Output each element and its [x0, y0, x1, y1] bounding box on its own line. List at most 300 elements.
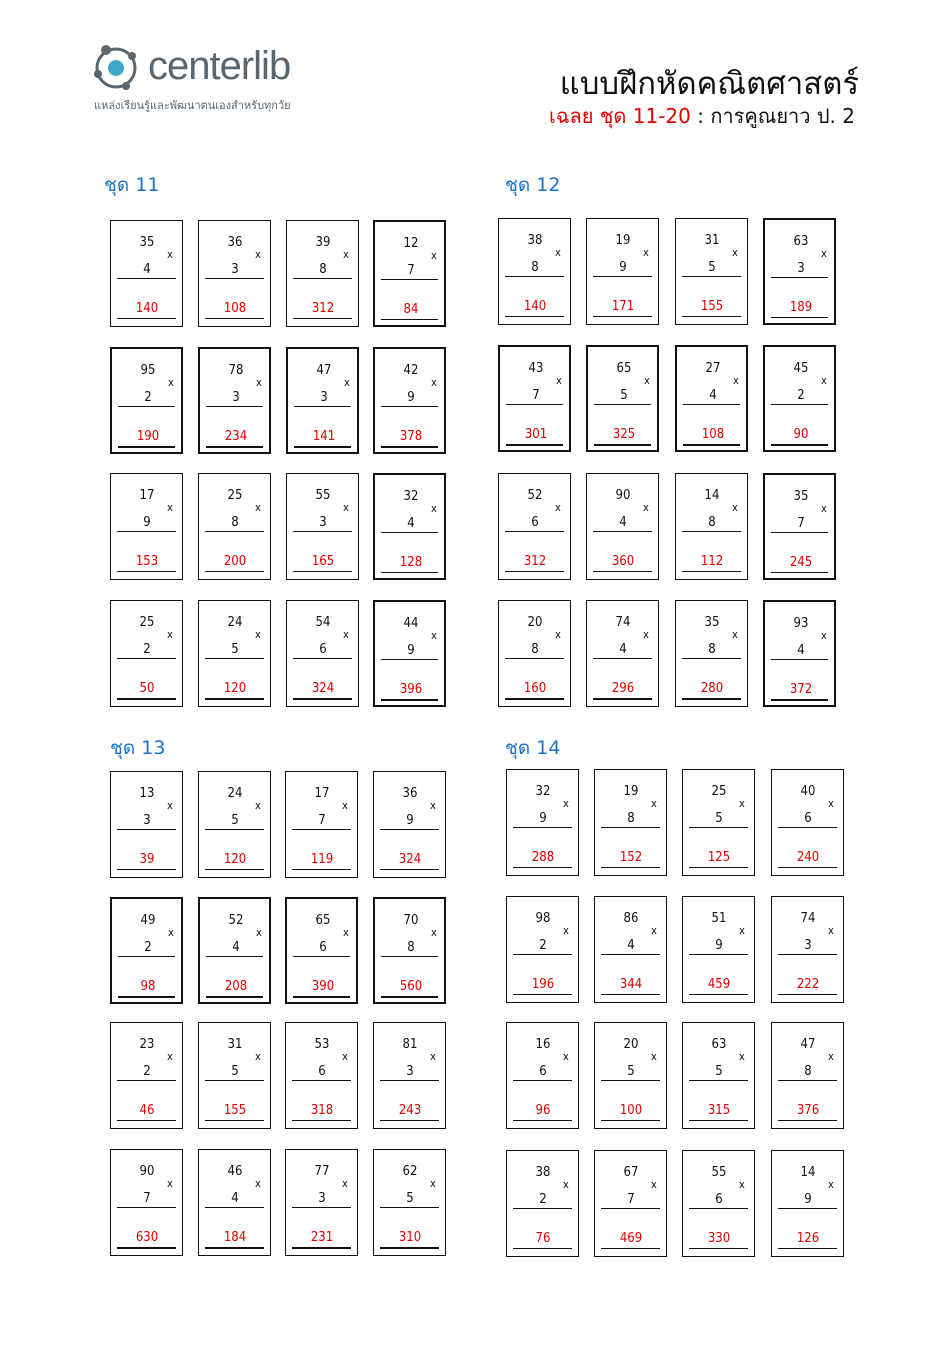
divider-line — [205, 1207, 264, 1208]
answer-underline — [381, 572, 438, 573]
problem-card — [506, 1022, 579, 1129]
answer-underline — [594, 444, 651, 446]
divider-line — [380, 1207, 439, 1208]
multiplicand: 19 — [615, 233, 631, 248]
divider-line — [771, 532, 828, 533]
answer-underline — [381, 699, 438, 701]
answer-underline — [778, 1248, 837, 1249]
divider-line — [381, 956, 438, 957]
problem-card — [286, 600, 359, 707]
multiplicand: 63 — [793, 234, 809, 249]
multiply-sign: x — [255, 1050, 261, 1063]
answer: 120 — [223, 852, 247, 867]
divider-line — [778, 827, 837, 828]
problem-card — [586, 473, 659, 580]
multiplier: 6 — [318, 1064, 326, 1079]
answer: 200 — [223, 554, 247, 569]
answer: 165 — [311, 554, 335, 569]
answer-underline — [293, 571, 352, 572]
multiplicand: 46 — [227, 1164, 243, 1179]
multiplicand: 19 — [623, 784, 639, 799]
multiplicand: 14 — [800, 1165, 816, 1180]
multiplier: 3 — [797, 261, 805, 276]
divider-line — [689, 1080, 748, 1081]
divider-line — [601, 1208, 660, 1209]
divider-line — [682, 276, 741, 277]
problem-card — [506, 896, 579, 1003]
answer: 155 — [223, 1103, 247, 1118]
answer-underline — [118, 446, 175, 448]
multiply-sign: x — [651, 924, 657, 937]
multiplicand: 67 — [623, 1165, 639, 1180]
multiplier: 7 — [318, 813, 326, 828]
multiply-sign: x — [167, 628, 173, 641]
answer-underline — [294, 446, 351, 448]
answer-underline — [513, 1120, 572, 1121]
answer-underline — [771, 444, 828, 446]
multiplicand: 44 — [403, 616, 419, 631]
answer: 560 — [399, 979, 423, 994]
divider-line — [380, 829, 439, 830]
multiplicand: 55 — [711, 1165, 727, 1180]
multiplicand: 52 — [527, 488, 543, 503]
set-label: ชุด 14 — [505, 737, 561, 759]
answer-underline — [513, 867, 572, 868]
multiplier: 9 — [539, 811, 547, 826]
problem-card — [110, 771, 183, 878]
multiplicand: 39 — [315, 235, 331, 250]
multiplier: 5 — [406, 1191, 414, 1206]
answer-underline — [380, 869, 439, 870]
multiplier: 8 — [407, 940, 415, 955]
problem-card — [498, 345, 571, 452]
answer: 234 — [224, 429, 248, 444]
divider-line — [381, 659, 438, 660]
multiply-sign: x — [643, 246, 649, 259]
logo-mark-icon — [92, 40, 148, 96]
divider-line — [292, 1080, 351, 1081]
divider-line — [505, 531, 564, 532]
multiplicand: 31 — [227, 1037, 243, 1052]
multiply-sign: x — [344, 376, 350, 389]
answer: 315 — [707, 1103, 731, 1118]
divider-line — [771, 277, 828, 278]
problem-card — [594, 769, 667, 876]
problem-card — [763, 473, 836, 580]
answer-underline — [117, 571, 176, 572]
answer-underline — [117, 1247, 176, 1249]
multiply-sign: x — [651, 1178, 657, 1191]
divider-line — [513, 827, 572, 828]
answer-underline — [778, 994, 837, 995]
multiplicand: 25 — [139, 615, 155, 630]
answer: 98 — [140, 979, 156, 994]
problem-card — [682, 769, 755, 876]
divider-line — [205, 658, 264, 659]
multiplicand: 32 — [403, 489, 419, 504]
multiplier: 2 — [143, 642, 151, 657]
multiplicand: 35 — [704, 615, 720, 630]
problem-card — [675, 345, 748, 452]
multiplier: 5 — [715, 811, 723, 826]
answer-underline — [513, 994, 572, 995]
multiply-sign: x — [255, 628, 261, 641]
multiply-sign: x — [342, 1177, 348, 1190]
multiplicand: 78 — [228, 363, 244, 378]
answer-underline — [205, 1120, 264, 1121]
multiplier: 4 — [619, 642, 627, 657]
answer-underline — [292, 1247, 351, 1249]
answer-underline — [205, 571, 264, 572]
answer: 280 — [700, 681, 724, 696]
multiplicand: 35 — [793, 489, 809, 504]
multiplicand: 77 — [314, 1164, 330, 1179]
divider-line — [381, 532, 438, 533]
multiplier: 4 — [231, 1191, 239, 1206]
answer-underline — [205, 698, 264, 700]
multiplier: 9 — [619, 260, 627, 275]
multiplicand: 93 — [793, 616, 809, 631]
answer: 119 — [310, 852, 334, 867]
answer: 312 — [311, 301, 335, 316]
multiplicand: 90 — [615, 488, 631, 503]
divider-line — [292, 1207, 351, 1208]
answer-underline — [601, 1248, 660, 1249]
multiplicand: 49 — [140, 913, 156, 928]
problem-card — [373, 897, 446, 1004]
answer-underline — [689, 867, 748, 868]
answer: 171 — [611, 299, 635, 314]
problem-card — [198, 1022, 271, 1129]
multiply-sign: x — [739, 1050, 745, 1063]
answer: 108 — [701, 427, 725, 442]
divider-line — [682, 658, 741, 659]
logo-tagline: แหล่งเรียนรู้และพัฒนาตนเองสำหรับทุกวัย — [94, 99, 291, 112]
multiplicand: 90 — [139, 1164, 155, 1179]
multiply-sign: x — [563, 1178, 569, 1191]
problem-card — [198, 1149, 271, 1256]
multiply-sign: x — [644, 374, 650, 387]
answer: 153 — [135, 554, 159, 569]
divider-line — [513, 1080, 572, 1081]
multiplier: 3 — [406, 1064, 414, 1079]
divider-line — [683, 404, 740, 405]
problem-card — [675, 473, 748, 580]
multiplicand: 13 — [139, 786, 155, 801]
multiply-sign: x — [555, 628, 561, 641]
multiply-sign: x — [255, 799, 261, 812]
multiplicand: 24 — [227, 615, 243, 630]
divider-line — [205, 1080, 264, 1081]
divider-line — [778, 954, 837, 955]
multiply-sign: x — [821, 629, 827, 642]
answer: 189 — [789, 300, 813, 315]
multiplier: 5 — [231, 642, 239, 657]
multiplicand: 38 — [527, 233, 543, 248]
multiplicand: 40 — [800, 784, 816, 799]
multiplicand: 25 — [227, 488, 243, 503]
answer: 312 — [523, 554, 547, 569]
multiplicand: 38 — [535, 1165, 551, 1180]
multiplier: 5 — [231, 1064, 239, 1079]
answer-underline — [206, 446, 263, 448]
multiplier: 2 — [143, 1064, 151, 1079]
multiply-sign: x — [167, 248, 173, 261]
answer-underline — [380, 1120, 439, 1121]
multiply-sign: x — [431, 376, 437, 389]
problem-card — [198, 220, 271, 327]
answer-underline — [778, 1120, 837, 1121]
multiplicand: 47 — [800, 1037, 816, 1052]
multiply-sign: x — [643, 628, 649, 641]
page-subtitle — [549, 100, 855, 132]
multiply-sign: x — [167, 501, 173, 514]
multiplier: 4 — [709, 388, 717, 403]
problem-card — [373, 1022, 446, 1129]
answer: 125 — [707, 850, 731, 865]
multiplicand: 23 — [139, 1037, 155, 1052]
answer-underline — [381, 319, 438, 320]
problem-card — [586, 218, 659, 325]
answer: 378 — [399, 429, 423, 444]
multiplier: 8 — [531, 642, 539, 657]
multiplier: 8 — [319, 262, 327, 277]
answer-underline — [513, 1248, 572, 1249]
answer: 152 — [619, 850, 643, 865]
answer: 100 — [619, 1103, 643, 1118]
multiplier: 7 — [143, 1191, 151, 1206]
divider-line — [506, 404, 563, 405]
multiply-sign: x — [430, 799, 436, 812]
answer-underline — [593, 698, 652, 700]
multiplicand: 98 — [535, 911, 551, 926]
multiplicand: 74 — [615, 615, 631, 630]
multiply-sign: x — [563, 1050, 569, 1063]
answer-underline — [506, 444, 563, 446]
divider-line — [381, 279, 438, 280]
multiply-sign: x — [431, 926, 437, 939]
answer: 288 — [531, 850, 555, 865]
multiplier: 2 — [144, 940, 152, 955]
answer: 46 — [139, 1103, 155, 1118]
problem-card — [286, 347, 359, 454]
problem-card — [594, 896, 667, 1003]
answer-underline — [505, 316, 564, 317]
multiply-sign: x — [167, 1050, 173, 1063]
problem-card — [373, 771, 446, 878]
multiplier: 8 — [231, 515, 239, 530]
divider-line — [293, 531, 352, 532]
problem-card — [771, 769, 844, 876]
divider-line — [117, 829, 176, 830]
answer-underline — [682, 698, 741, 700]
problem-card — [110, 220, 183, 327]
problem-card — [110, 1149, 183, 1256]
problem-card — [675, 218, 748, 325]
answer: 310 — [398, 1230, 422, 1245]
answer-underline — [778, 867, 837, 868]
logo-wordmark: centerlib — [148, 44, 291, 88]
multiplier: 8 — [804, 1064, 812, 1079]
multiply-sign: x — [733, 374, 739, 387]
multiplier: 3 — [232, 390, 240, 405]
multiplicand: 17 — [139, 488, 155, 503]
answer-underline — [205, 1247, 264, 1249]
answer-underline — [505, 571, 564, 572]
problem-card — [682, 1022, 755, 1129]
multiplier: 2 — [539, 1192, 547, 1207]
divider-line — [505, 276, 564, 277]
multiplier: 9 — [804, 1192, 812, 1207]
answer-underline — [293, 698, 352, 700]
divider-line — [593, 658, 652, 659]
multiplier: 8 — [708, 515, 716, 530]
problem-card — [498, 600, 571, 707]
multiplier: 9 — [715, 938, 723, 953]
multiplicand: 20 — [527, 615, 543, 630]
answer: 231 — [310, 1230, 334, 1245]
multiplicand: 25 — [711, 784, 727, 799]
answer: 245 — [789, 555, 813, 570]
problem-card — [682, 896, 755, 1003]
multiplicand: 62 — [402, 1164, 418, 1179]
divider-line — [206, 956, 263, 957]
multiplier: 2 — [144, 390, 152, 405]
multiplier: 9 — [143, 515, 151, 530]
multiplier: 4 — [627, 938, 635, 953]
multiply-sign: x — [430, 1177, 436, 1190]
problem-card — [498, 218, 571, 325]
answer: 50 — [139, 681, 155, 696]
problem-card — [506, 769, 579, 876]
multiply-sign: x — [556, 374, 562, 387]
multiplier: 3 — [319, 515, 327, 530]
answer-underline — [601, 1120, 660, 1121]
multiplicand: 17 — [314, 786, 330, 801]
divider-line — [682, 531, 741, 532]
multiplier: 4 — [619, 515, 627, 530]
multiplier: 3 — [318, 1191, 326, 1206]
multiply-sign: x — [343, 926, 349, 939]
multiply-sign: x — [821, 502, 827, 515]
multiplier: 8 — [627, 811, 635, 826]
multiply-sign: x — [555, 501, 561, 514]
multiply-sign: x — [732, 501, 738, 514]
multiplier: 3 — [231, 262, 239, 277]
divider-line — [513, 954, 572, 955]
problem-card — [763, 218, 836, 325]
multiplicand: 55 — [315, 488, 331, 503]
multiplier: 6 — [715, 1192, 723, 1207]
problem-card — [506, 1150, 579, 1257]
multiplier: 5 — [231, 813, 239, 828]
divider-line — [778, 1208, 837, 1209]
answer-underline — [206, 996, 263, 998]
divider-line — [205, 531, 264, 532]
answer-underline — [593, 571, 652, 572]
answer: 126 — [796, 1231, 820, 1246]
multiply-sign: x — [739, 924, 745, 937]
answer: 140 — [523, 299, 547, 314]
answer: 222 — [796, 977, 820, 992]
answer: 630 — [135, 1230, 159, 1245]
multiplicand: 36 — [227, 235, 243, 250]
divider-line — [293, 956, 350, 957]
answer-underline — [292, 869, 351, 870]
answer: 469 — [619, 1231, 643, 1246]
answer: 243 — [398, 1103, 422, 1118]
multiplicand: 51 — [711, 911, 727, 926]
problem-card — [373, 473, 446, 580]
multiplicand: 12 — [403, 236, 419, 251]
answer: 360 — [611, 554, 635, 569]
divider-line — [118, 956, 175, 957]
set-label: ชุด 12 — [505, 174, 561, 196]
multiplier: 5 — [715, 1064, 723, 1079]
problem-card — [373, 220, 446, 327]
answer: 396 — [399, 682, 423, 697]
problem-card — [110, 600, 183, 707]
multiplicand: 36 — [402, 786, 418, 801]
answer: 90 — [793, 427, 809, 442]
multiplier: 3 — [320, 390, 328, 405]
multiplicand: 86 — [623, 911, 639, 926]
answer-underline — [205, 869, 264, 870]
answer-underline — [682, 316, 741, 317]
problem-card — [110, 1022, 183, 1129]
divider-line — [117, 1080, 176, 1081]
divider-line — [689, 954, 748, 955]
multiply-sign: x — [343, 501, 349, 514]
divider-line — [380, 1080, 439, 1081]
answer-underline — [689, 1120, 748, 1121]
answer-underline — [293, 996, 350, 998]
divider-line — [771, 404, 828, 405]
divider-line — [381, 406, 438, 407]
multiplicand: 53 — [314, 1037, 330, 1052]
divider-line — [117, 278, 176, 279]
multiplicand: 27 — [705, 361, 721, 376]
multiplier: 9 — [406, 813, 414, 828]
set-label: ชุด 13 — [110, 737, 166, 759]
multiplier: 4 — [407, 516, 415, 531]
multiply-sign: x — [168, 926, 174, 939]
problem-card — [675, 600, 748, 707]
divider-line — [293, 278, 352, 279]
answer: 324 — [311, 681, 335, 696]
multiplicand: 95 — [140, 363, 156, 378]
answer: 344 — [619, 977, 643, 992]
multiplicand: 43 — [528, 361, 544, 376]
multiply-sign: x — [651, 1050, 657, 1063]
multiply-sign: x — [828, 924, 834, 937]
multiply-sign: x — [555, 246, 561, 259]
multiply-sign: x — [732, 246, 738, 259]
problem-card — [763, 600, 836, 707]
multiply-sign: x — [256, 926, 262, 939]
answer: 141 — [312, 429, 336, 444]
answer-underline — [118, 996, 175, 998]
answer: 76 — [535, 1231, 551, 1246]
divider-line — [778, 1080, 837, 1081]
answer: 108 — [223, 301, 247, 316]
divider-line — [117, 1207, 176, 1208]
divider-line — [593, 531, 652, 532]
problem-card — [198, 600, 271, 707]
answer-underline — [381, 446, 438, 448]
divider-line — [117, 658, 176, 659]
multiply-sign: x — [167, 1177, 173, 1190]
